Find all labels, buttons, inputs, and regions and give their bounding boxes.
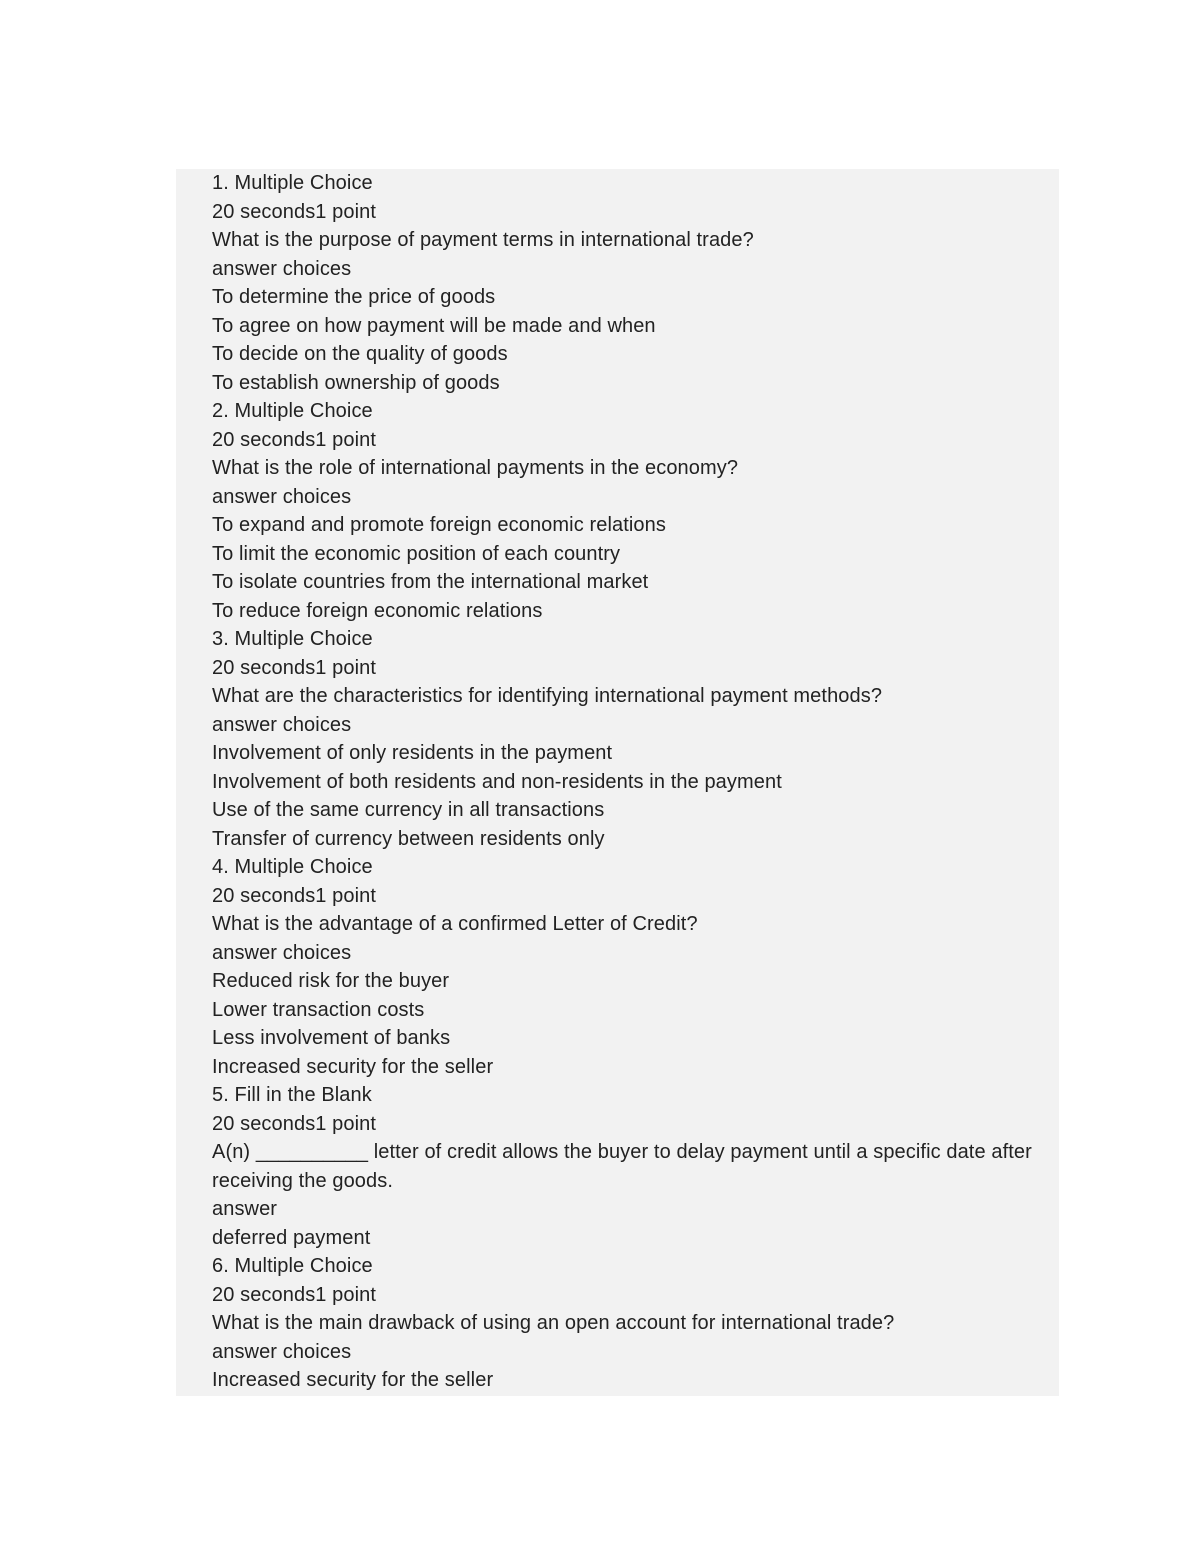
- answer-choice: To reduce foreign economic relations: [212, 599, 543, 622]
- question-prompt: A(n) __________ letter of credit allows the buyer to delay payment until a specific date after receiving the goods.: [212, 1141, 1032, 1192]
- answer-choices-list: [212, 1366, 1037, 1395]
- answer-choice: To limit the economic position of each country: [212, 542, 621, 565]
- question-meta: 20 seconds1 point: [212, 1112, 377, 1135]
- question-meta: 20 seconds1 point: [212, 656, 377, 679]
- answer-choice: To isolate countries from the international market: [212, 571, 649, 593]
- answer-choice: Transfer of currency between residents only: [212, 827, 605, 850]
- question-header: 6. Multiple Choice: [212, 1255, 373, 1277]
- answer-choice: Reduced risk for the buyer: [212, 970, 450, 992]
- answer-choice: To decide on the quality of goods: [212, 343, 508, 365]
- document-content: [176, 169, 1059, 1396]
- answer-choice: To expand and promote foreign economic relations: [212, 514, 666, 536]
- answer-choices-label: answer choices: [212, 713, 352, 736]
- question-header: 4. Multiple Choice: [212, 856, 373, 878]
- answer-choice: Increased security for the seller: [212, 1055, 494, 1078]
- answer-choice: Increased security for the seller: [212, 1369, 494, 1391]
- answer-choice: Use of the same currency in all transactions: [212, 799, 605, 821]
- answer-choice: To establish ownership of goods: [212, 371, 500, 394]
- question-header: 2. Multiple Choice: [212, 400, 373, 422]
- question-prompt: What is the main drawback of using an open account for international trade?: [212, 1312, 895, 1334]
- answer-choices-list: [212, 511, 1037, 625]
- answer-label: answer: [212, 1198, 278, 1220]
- answer-choice: Involvement of both residents and non-residents in the payment: [212, 770, 782, 793]
- answer-choices-label: answer choices: [212, 941, 352, 964]
- question-header: 3. Multiple Choice: [212, 628, 373, 650]
- answer-choices-list: [212, 283, 1037, 397]
- question-prompt: What is the role of international payments in the economy?: [212, 457, 739, 479]
- question-meta: 20 seconds1 point: [212, 884, 377, 907]
- question-meta: 20 seconds1 point: [212, 1283, 377, 1306]
- answer-value: deferred payment: [212, 1226, 371, 1249]
- question-prompt: What are the characteristics for identifying international payment methods?: [212, 685, 883, 707]
- question-header: 1. Multiple Choice: [212, 172, 373, 194]
- question-5: [212, 1081, 1037, 1252]
- answer-choice: Involvement of only residents in the payment: [212, 742, 613, 764]
- answer-choices-list: [212, 739, 1037, 853]
- question-header: 5. Fill in the Blank: [212, 1084, 372, 1106]
- answer-choice: Lower transaction costs: [212, 998, 425, 1021]
- question-2: [212, 397, 1037, 625]
- answer-choices-label: answer choices: [212, 485, 352, 508]
- question-4: [212, 853, 1037, 1081]
- answer-choices-label: answer choices: [212, 257, 352, 280]
- question-3: [212, 625, 1037, 853]
- answer-choices-list: [212, 967, 1037, 1081]
- answer-choices-label: answer choices: [212, 1340, 352, 1363]
- question-6: [212, 1252, 1037, 1395]
- question-prompt: What is the purpose of payment terms in international trade?: [212, 229, 754, 251]
- question-meta: 20 seconds1 point: [212, 200, 377, 223]
- answer-choice: Less involvement of banks: [212, 1027, 451, 1049]
- question-meta: 20 seconds1 point: [212, 428, 377, 451]
- answer-choice: To determine the price of goods: [212, 286, 496, 308]
- answer-choice: To agree on how payment will be made and when: [212, 314, 656, 337]
- question-1: [212, 169, 1037, 397]
- question-prompt: What is the advantage of a confirmed Letter of Credit?: [212, 913, 698, 935]
